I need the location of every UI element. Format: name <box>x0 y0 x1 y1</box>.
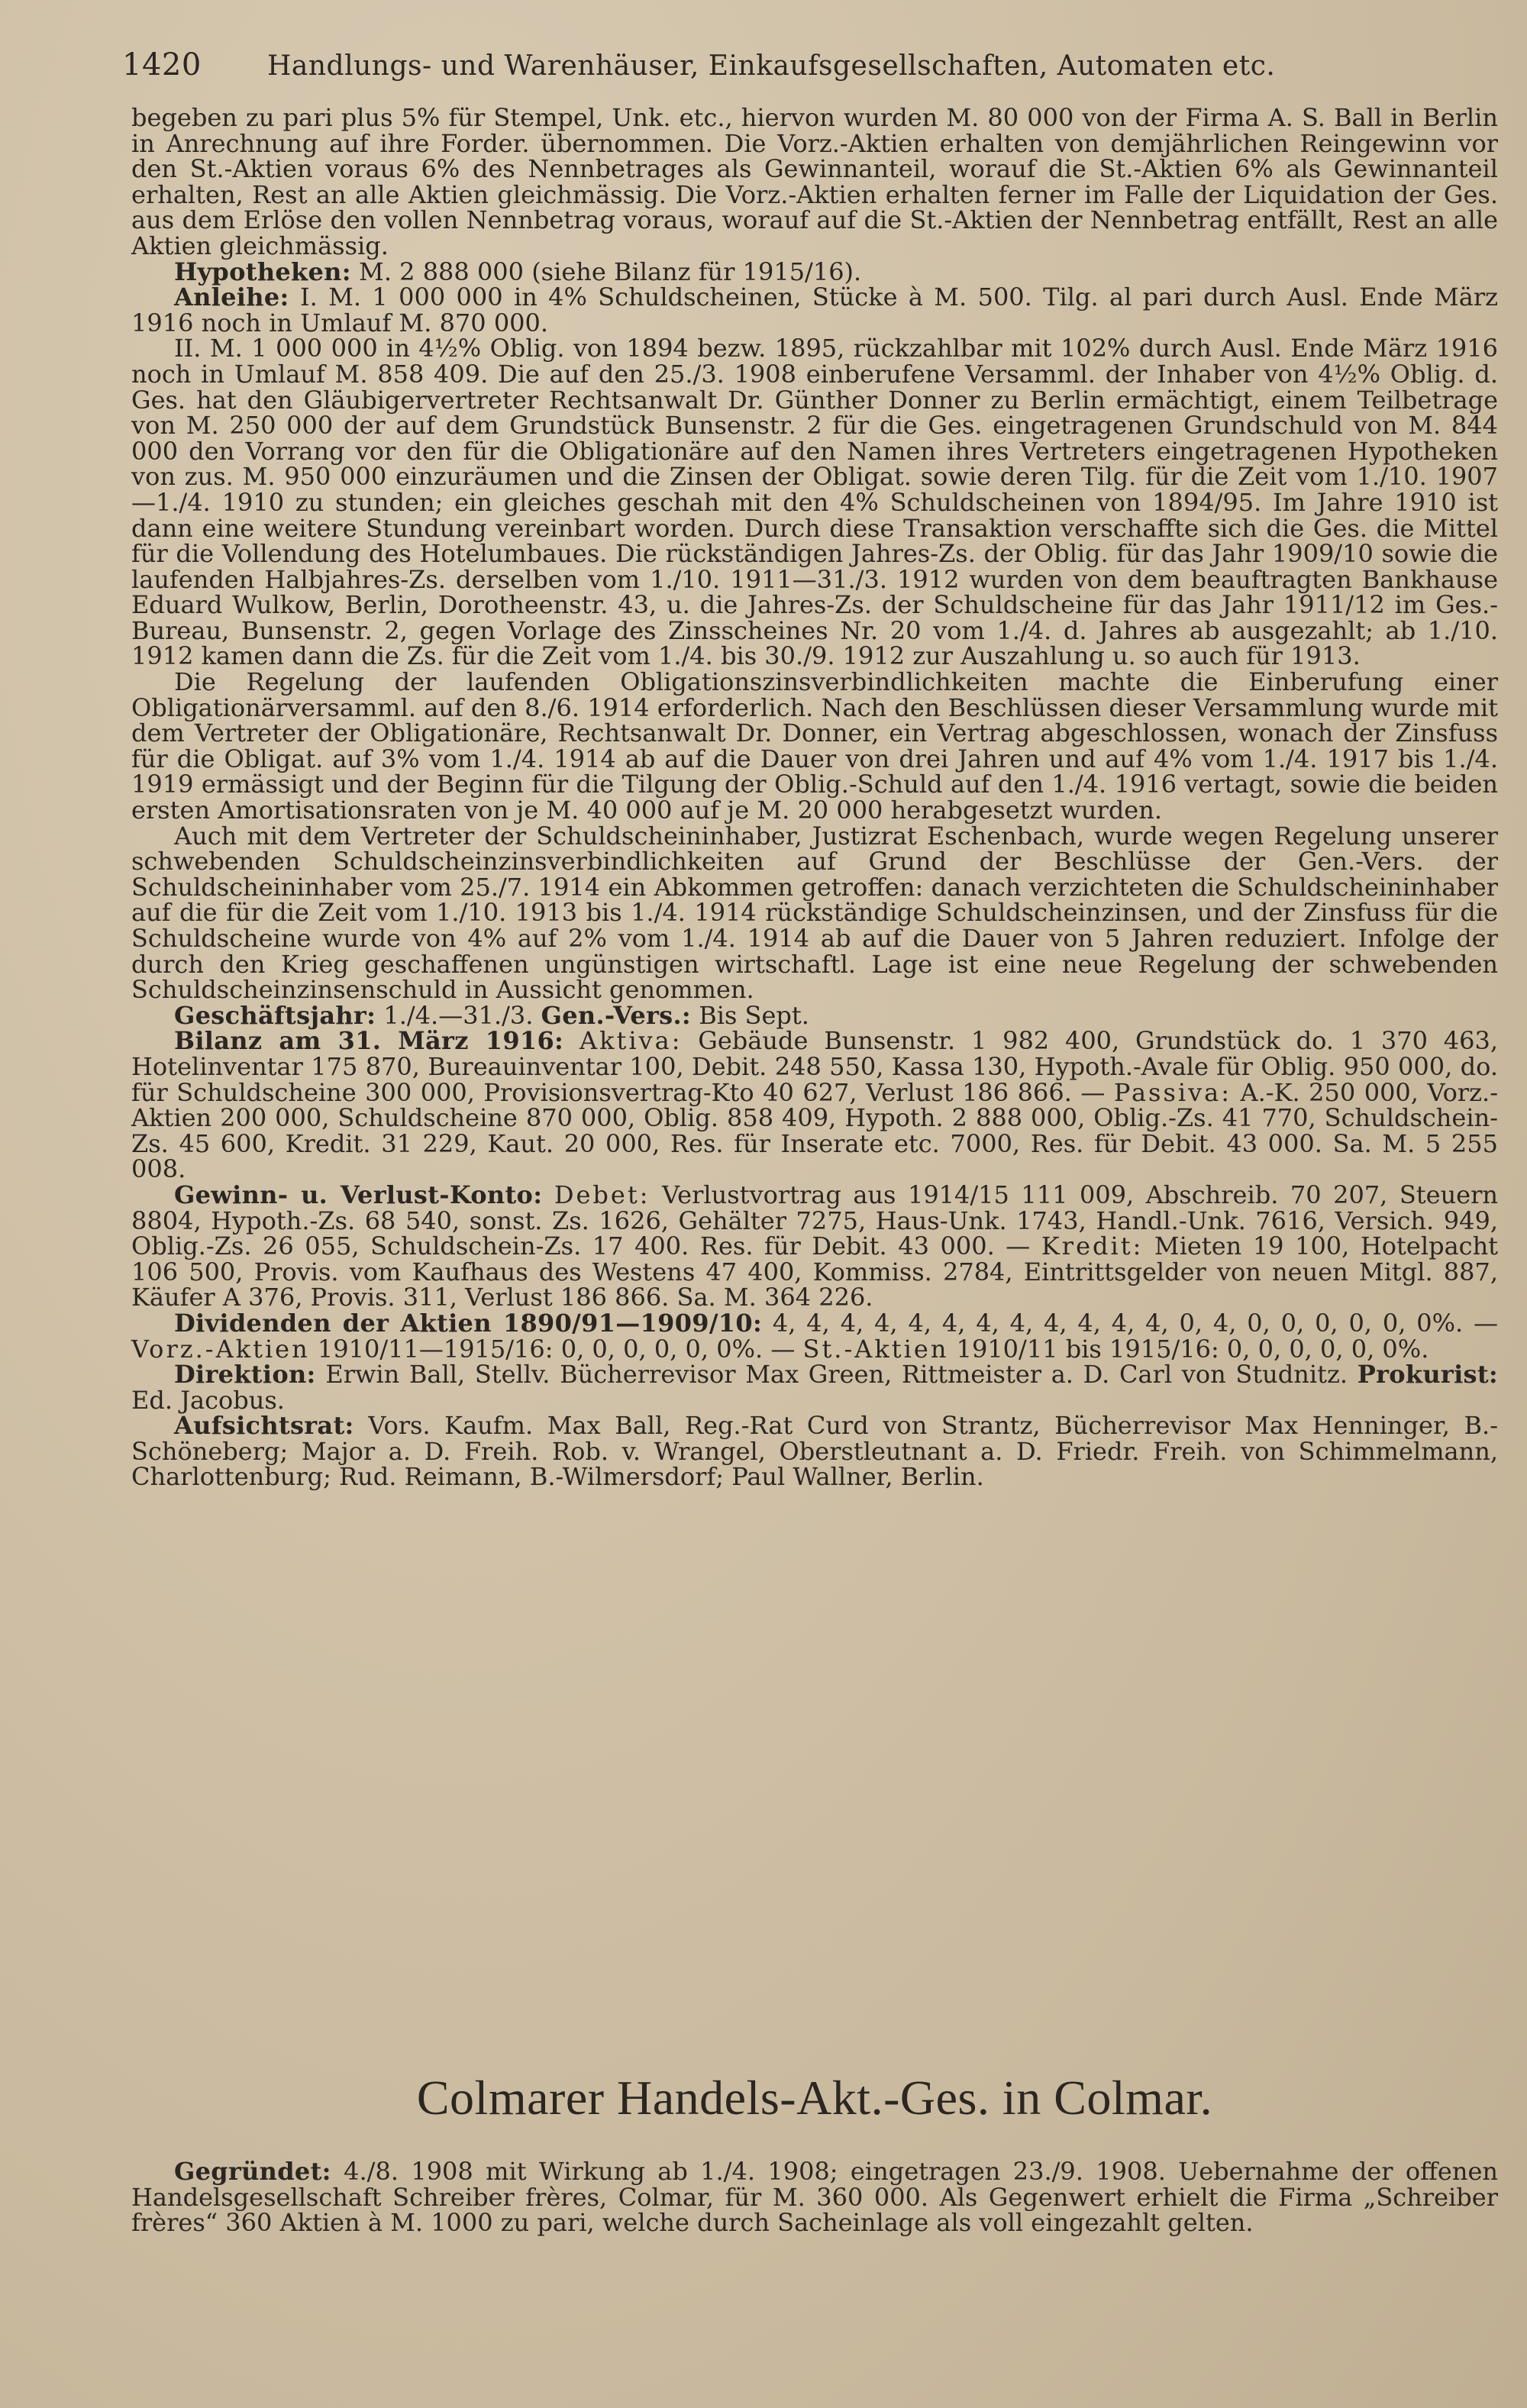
credit-label: Kredit: <box>1041 1231 1144 1261</box>
liabilities-text: A.-K. 250 000, Vorz.-Aktien 200 000, Schuldscheine 870 000, Oblig. 858 409, Hypoth. 2 888 000, Oblig.-Zs. 41 770, Schuldschein-Zs. 45 600, Kredit. 31 229, Kaut. 20 000, Res. für Inserate etc. 7000, Res. für Debit. 43 000. Sa. M. 5 255 008. <box>131 1077 1499 1184</box>
supervisory-board-text: Vors. Kaufm. Max Ball, Reg.-Rat Curd von Strantz, Bücherrevisor Max Henninger, B.-Schöneberg; Major a. D. Freih. Rob. v. Wrangel, Oberstleutnant a. D. Friedr. Freih. von Schimmelmann, Charlottenburg; Rud. Reimann, B.-Wilmersdorf; Paul Wallner, Berlin. <box>131 1411 1499 1492</box>
balance-sheet-label: Bilanz am 31. März 1916: <box>174 1026 564 1056</box>
fiscal-year-paragraph <box>131 1000 1498 1030</box>
regulation-paragraph: Die Regelung der laufenden Obligationszinsverbindlichkeiten machte die Einberufung einer Obligationärversamml. auf den 8./6. 1914 erforderlich. Nach den Beschlüssen dieser Versammlung wurde mit dem Vertreter der Obligationäre, Rechtsanwalt Dr. Donner, ein Vertrag abgeschlossen, wonach der Zinsfuss für die Obligat. auf 3% vom 1./4. 1914 ab auf die Dauer von drei Jahren und auf 4% vom 1./4. 1917 bis 1./4. 1919 ermässigt und der Beginn für die Tilgung der Oblig.-Schuld auf den 1./4. 1916 vertagt, sowie die beiden ersten Amortisationsraten von je M. 40 000 auf je M. 20 000 herabgesetzt wurden. <box>131 667 1498 825</box>
liabilities-label: Passiva: <box>1113 1077 1232 1107</box>
preferred-shares-label: Vorz.-Aktien <box>131 1334 310 1364</box>
procurator-text: Ed. Jacobus. <box>131 1385 285 1415</box>
loan-text: I. M. 1 000 000 in 4% Schuldscheinen, Stücke à M. 500. Tilg. al pari durch Ausl. Ende März 1916 noch in Umlauf M. 870 000. <box>131 282 1499 337</box>
general-meeting-label: Gen.-Vers.: <box>541 1000 692 1030</box>
mortgages-paragraph <box>131 257 1498 286</box>
common-shares-text: 1910/11 bis 1915/16: 0, 0, 0, 0, 0, 0%. <box>956 1334 1429 1364</box>
fiscal-year-text: 1./4.—31./3. <box>383 1000 534 1030</box>
balance-sheet-paragraph <box>131 1028 1498 1183</box>
procurator-label: Prokurist: <box>1357 1360 1499 1390</box>
common-shares-label: St.-Aktien <box>802 1334 949 1364</box>
founded-label: Gegründet: <box>174 2157 331 2186</box>
dividends-label: Dividenden der Aktien 1890/91—1909/10: <box>174 1308 763 1338</box>
fiscal-year-label: Geschäftsjahr: <box>174 1000 376 1030</box>
company-entry-text <box>131 105 1498 1490</box>
mortgages-text: M. 2 888 000 (siehe Bilanz für 1915/16). <box>359 257 862 286</box>
management-paragraph <box>131 1362 1498 1413</box>
loan-paragraph <box>131 282 1499 337</box>
supervisory-board-label: Aufsichtsrat: <box>174 1411 354 1441</box>
running-title: Handlungs- und Warenhäuser, Einkaufsgesellschaften, Automaten etc. <box>267 50 1276 82</box>
dividends-paragraph <box>131 1308 1499 1364</box>
debit-text: Verlustvortrag aus 1914/15 111 009, Abschreib. 70 207, Steuern 8804, Hypoth.-Zs. 68 540, sonst. Zs. 1626, Gehälter 7275, Haus-Unk. 1743, Handl.-Unk. 7616, Versich. 949, Oblig.-Zs. 26 055, Schuldschein-Zs. 17 400. Res. für Debit. 43 000. — <box>131 1180 1499 1261</box>
mortgages-label: Hypotheken: <box>174 257 351 286</box>
profit-loss-paragraph <box>131 1180 1499 1312</box>
founded-paragraph <box>131 2159 1498 2236</box>
share-terms-paragraph: begeben zu pari plus 5% für Stempel, Unk. etc., hiervon wurden M. 80 000 von der Firma A. S. Ball in Berlin in Anrechnung auf ihre Forder. übernommen. Die Vorz.-Aktien erhalten von demjährlichen Reingewinn vor den St.-Aktien voraus 6% des Nennbetrages als Gewinnanteil, worauf die St.-Aktien 6% als Gewinnanteil erhalten, Rest an alle Aktien gleichmässig. Die Vorz.-Aktien erhalten ferner im Falle der Liquidation der Ges. aus dem Erlöse den vollen Nennbetrag voraus, worauf auf die St.-Aktien der Nennbetrag entfällt, Rest an alle Aktien gleichmässig. <box>131 103 1498 260</box>
assets-label: Aktiva: <box>579 1026 683 1056</box>
second-company-entry <box>131 2159 1498 2236</box>
company-heading: Colmarer Handels-Akt.-Ges. in Colmar. <box>416 2071 1213 2125</box>
management-text: Erwin Ball, Stellv. Bücherrevisor Max Green, Rittmeister a. D. Carl von Studnitz. <box>325 1360 1348 1390</box>
debt-certificate-paragraph: Auch mit dem Vertreter der Schuldscheininhaber, Justizrat Eschenbach, wurde wegen Regelung unserer schwebenden Schuldscheinzinsverbindlichkeiten auf Grund der Beschlüsse der Gen.-Vers. der Schuldscheininhaber vom 25./7. 1914 ein Abkommen getroffen: danach verzichteten die Schuldscheininhaber auf die für die Zeit vom 1./10. 1913 bis 1./4. 1914 rückständige Schuldscheinzinsen, und der Zinsfuss für die Schuldscheine wurde von 4% auf 2% vom 1./4. 1914 ab auf die Dauer von 5 Jahren reduziert. Infolge der durch den Krieg geschaffenen ungünstigen wirtschaftl. Lage ist eine neue Regelung der schwebenden Schuldscheinzinsenschuld in Aussicht genommen. <box>131 821 1498 1005</box>
general-meeting-text: Bis Sept. <box>699 1000 809 1030</box>
founded-text: 4./8. 1908 mit Wirkung ab 1./4. 1908; eingetragen 23./9. 1908. Uebernahme der offenen Handelsgesellschaft Schreiber frères, Colmar, für M. 360 000. Als Gegenwert erhielt die Firma „Schreiber frères“ 360 Aktien à M. 1000 zu pari, welche durch Sacheinlage als voll eingezahlt gelten. <box>131 2157 1499 2238</box>
profit-loss-label: Gewinn- u. Verlust-Konto: <box>174 1180 543 1209</box>
dividends-text: 4, 4, 4, 4, 4, 4, 4, 4, 4, 4, 4, 4, 0, 4, 0, 0, 0, 0, 0, 0%. — <box>772 1308 1499 1338</box>
page-number: 1420 <box>122 47 202 82</box>
supervisory-board-paragraph <box>131 1413 1498 1490</box>
assets-text: Gebäude Bunsenstr. 1 982 400, Grundstück do. 1 370 463, Hotelinventar 175 870, Bureauinventar 100, Debit. 248 550, Kassa 130, Hypoth.-Avale für Oblig. 950 000, do. für Schuldscheine 300 000, Provisionsvertrag-Kto 40 627, Verlust 186 866. — <box>131 1026 1499 1107</box>
preferred-shares-text: 1910/11—1915/16: 0, 0, 0, 0, 0, 0%. — <box>317 1334 796 1364</box>
loan-ii-paragraph: II. M. 1 000 000 in 4½% Oblig. von 1894 bezw. 1895, rückzahlbar mit 102% durch Ausl. Ende März 1916 noch in Umlauf M. 858 409. Die auf den 25./3. 1908 einberufene Versamml. der Inhaber von 4½% Oblig. d. Ges. hat den Gläubigervertreter Rechtsanwalt Dr. Günther Donner zu Berlin ermächtigt, einem Teilbetrage von M. 250 000 der auf dem Grundstück Bunsenstr. 2 für die Ges. eingetragenen Grundschuld von M. 844 000 den Vorrang vor den für die Obligationäre auf den Namen ihres Vertreters eingetragenen Hypotheken von zus. M. 950 000 einzuräumen und die Zinsen der Obligat. sowie deren Tilg. für die Zeit vom 1./10. 1907—1./4. 1910 zu stunden; ein gleiches geschah mit den 4% Schuldscheinen von 1894/95. Im Jahre 1910 ist dann eine weitere Stundung vereinbart worden. Durch diese Transaktion verschaffte sich die Ges. die Mittel für die Vollendung des Hotelumbaues. Die rückständigen Jahres-Zs. der Oblig. für das Jahr 1909/10 sowie die laufenden Halbjahres-Zs. derselben vom 1./10. 1911—31./3. 1912 wurden von dem beauftragten Bankhause Eduard Wulkow, Berlin, Dorotheenstr. 43, u. die Jahres-Zs. der Schuldscheine für das Jahr 1911/12 im Ges.-Bureau, Bunsenstr. 2, gegen Vorlage des Zinsscheines Nr. 20 vom 1./4. d. Jahres ab ausgezahlt; ab 1./10. 1912 kamen dann die Zs. für die Zeit vom 1./4. bis 30./9. 1912 zur Auszahlung u. so auch für 1913. <box>131 334 1498 671</box>
loan-label: Anleihe: <box>174 282 289 312</box>
credit-text: Mieten 19 100, Hotelpacht 106 500, Provis. vom Kaufhaus des Westens 47 400, Kommiss. 2784, Eintrittsgelder von neuen Mitgl. 887, Käufer A 376, Provis. 311, Verlust 186 866. Sa. M. 364 226. <box>131 1231 1499 1312</box>
management-label: Direktion: <box>174 1360 316 1390</box>
debit-label: Debet: <box>554 1180 651 1209</box>
running-header <box>122 47 1489 93</box>
